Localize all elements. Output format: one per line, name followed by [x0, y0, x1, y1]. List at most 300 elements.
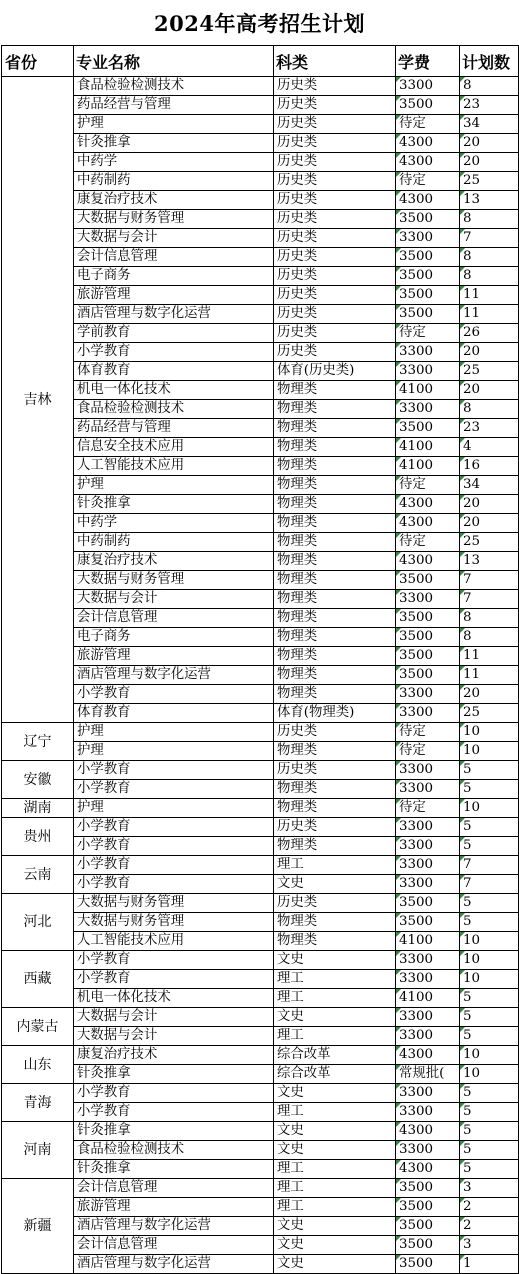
category-cell: 物理类 — [274, 837, 396, 856]
table-row — [2, 343, 519, 362]
tuition-cell: 3500 — [396, 305, 460, 324]
major-cell: 针灸推拿 — [74, 1065, 274, 1084]
major-cell: 大数据与会计 — [74, 229, 274, 248]
category-cell: 历史类 — [274, 761, 396, 780]
quota-cell: 20 — [460, 153, 519, 172]
quota-cell: 10 — [460, 932, 519, 951]
table-row — [2, 1236, 519, 1255]
table-row — [2, 153, 519, 172]
province-cell: 贵州 — [2, 818, 74, 856]
table-row — [2, 970, 519, 989]
quota-cell: 7 — [460, 856, 519, 875]
table-row — [2, 951, 519, 970]
category-cell: 物理类 — [274, 628, 396, 647]
tuition-cell: 3300 — [396, 1008, 460, 1027]
tuition-cell: 4100 — [396, 438, 460, 457]
table-row — [2, 1122, 519, 1141]
table-row — [2, 1160, 519, 1179]
quota-cell: 8 — [460, 248, 519, 267]
category-cell: 物理类 — [274, 609, 396, 628]
table-row — [2, 286, 519, 305]
quota-cell: 8 — [460, 628, 519, 647]
quota-cell: 5 — [460, 1103, 519, 1122]
tuition-cell: 3500 — [396, 1255, 460, 1274]
enrollment-plan-table — [1, 45, 519, 1274]
major-cell: 信息安全技术应用 — [74, 438, 274, 457]
tuition-cell: 4300 — [396, 153, 460, 172]
tuition-cell: 3500 — [396, 666, 460, 685]
quota-cell: 10 — [460, 799, 519, 818]
category-cell: 历史类 — [274, 723, 396, 742]
tuition-cell: 3300 — [396, 1103, 460, 1122]
quota-cell: 7 — [460, 571, 519, 590]
category-cell: 文史 — [274, 1008, 396, 1027]
province-cell: 西藏 — [2, 951, 74, 1008]
table-row — [2, 172, 519, 191]
major-cell: 中药学 — [74, 153, 274, 172]
table-row — [2, 324, 519, 343]
quota-cell: 11 — [460, 305, 519, 324]
major-cell: 大数据与财务管理 — [74, 210, 274, 229]
category-cell: 历史类 — [274, 818, 396, 837]
table-row — [2, 685, 519, 704]
category-cell: 历史类 — [274, 324, 396, 343]
major-cell: 小学教育 — [74, 1103, 274, 1122]
province-cell: 安徽 — [2, 761, 74, 799]
category-cell: 物理类 — [274, 666, 396, 685]
tuition-cell: 3300 — [396, 951, 460, 970]
table-row — [2, 875, 519, 894]
category-cell: 文史 — [274, 1217, 396, 1236]
tuition-cell: 4300 — [396, 552, 460, 571]
category-cell: 文史 — [274, 1255, 396, 1274]
major-cell: 中药制药 — [74, 533, 274, 552]
tuition-cell: 3300 — [396, 818, 460, 837]
major-cell: 大数据与财务管理 — [74, 913, 274, 932]
tuition-cell: 3300 — [396, 362, 460, 381]
quota-cell: 5 — [460, 913, 519, 932]
tuition-cell: 3300 — [396, 761, 460, 780]
tuition-cell: 3300 — [396, 856, 460, 875]
category-cell: 历史类 — [274, 172, 396, 191]
tuition-cell: 3300 — [396, 704, 460, 723]
table-row — [2, 1027, 519, 1046]
quota-cell: 3 — [460, 1179, 519, 1198]
category-cell: 物理类 — [274, 571, 396, 590]
table-row — [2, 609, 519, 628]
province-cell: 河北 — [2, 894, 74, 951]
quota-cell: 23 — [460, 96, 519, 115]
quota-cell: 25 — [460, 704, 519, 723]
column-header-tuition: 学费 — [396, 46, 460, 77]
quota-cell: 1 — [460, 1255, 519, 1274]
category-cell: 文史 — [274, 1236, 396, 1255]
table-row — [2, 381, 519, 400]
category-cell: 体育(物理类) — [274, 704, 396, 723]
category-cell: 历史类 — [274, 248, 396, 267]
category-cell: 理工 — [274, 1027, 396, 1046]
province-cell: 云南 — [2, 856, 74, 894]
tuition-cell: 4100 — [396, 989, 460, 1008]
table-row — [2, 495, 519, 514]
table-row — [2, 590, 519, 609]
major-cell: 体育教育 — [74, 704, 274, 723]
major-cell: 食品检验检测技术 — [74, 77, 274, 96]
category-cell: 历史类 — [274, 210, 396, 229]
table-row — [2, 1141, 519, 1160]
quota-cell: 16 — [460, 457, 519, 476]
quota-cell: 5 — [460, 1027, 519, 1046]
category-cell: 物理类 — [274, 742, 396, 761]
major-cell: 小学教育 — [74, 856, 274, 875]
tuition-cell: 3300 — [396, 400, 460, 419]
tuition-cell: 3300 — [396, 343, 460, 362]
tuition-cell: 待定 — [396, 742, 460, 761]
tuition-cell: 3300 — [396, 685, 460, 704]
category-cell: 体育(历史类) — [274, 362, 396, 381]
column-header-province: 省份 — [2, 46, 74, 77]
major-cell: 中药制药 — [74, 172, 274, 191]
table-row — [2, 1065, 519, 1084]
tuition-cell: 3300 — [396, 875, 460, 894]
tuition-cell: 3500 — [396, 1179, 460, 1198]
major-cell: 药品经营与管理 — [74, 419, 274, 438]
table-row — [2, 96, 519, 115]
tuition-cell: 常规批( — [396, 1065, 460, 1084]
category-cell: 理工 — [274, 1103, 396, 1122]
major-cell: 会计信息管理 — [74, 1236, 274, 1255]
table-row — [2, 856, 519, 875]
major-cell: 护理 — [74, 799, 274, 818]
category-cell: 物理类 — [274, 647, 396, 666]
table-row — [2, 305, 519, 324]
table-row — [2, 571, 519, 590]
major-cell: 康复治疗技术 — [74, 191, 274, 210]
major-cell: 小学教育 — [74, 685, 274, 704]
major-cell: 康复治疗技术 — [74, 552, 274, 571]
tuition-cell: 3500 — [396, 1236, 460, 1255]
quota-cell: 5 — [460, 837, 519, 856]
quota-cell: 5 — [460, 761, 519, 780]
quota-cell: 11 — [460, 666, 519, 685]
table-row — [2, 704, 519, 723]
tuition-cell: 3300 — [396, 837, 460, 856]
tuition-cell: 3500 — [396, 419, 460, 438]
category-cell: 文史 — [274, 1122, 396, 1141]
major-cell: 酒店管理与数字化运营 — [74, 666, 274, 685]
category-cell: 物理类 — [274, 913, 396, 932]
tuition-cell: 4100 — [396, 381, 460, 400]
tuition-cell: 3500 — [396, 571, 460, 590]
tuition-cell: 待定 — [396, 324, 460, 343]
major-cell: 小学教育 — [74, 951, 274, 970]
major-cell: 大数据与财务管理 — [74, 894, 274, 913]
major-cell: 针灸推拿 — [74, 495, 274, 514]
major-cell: 机电一体化技术 — [74, 381, 274, 400]
major-cell: 大数据与会计 — [74, 1027, 274, 1046]
major-cell: 针灸推拿 — [74, 134, 274, 153]
major-cell: 食品检验检测技术 — [74, 1141, 274, 1160]
quota-cell: 13 — [460, 552, 519, 571]
table-row — [2, 77, 519, 96]
major-cell: 针灸推拿 — [74, 1122, 274, 1141]
table-row — [2, 362, 519, 381]
table-row — [2, 1179, 519, 1198]
major-cell: 学前教育 — [74, 324, 274, 343]
category-cell: 历史类 — [274, 96, 396, 115]
tuition-cell: 3500 — [396, 894, 460, 913]
province-cell: 青海 — [2, 1084, 74, 1122]
table-row — [2, 723, 519, 742]
major-cell: 小学教育 — [74, 1084, 274, 1103]
major-cell: 小学教育 — [74, 343, 274, 362]
major-cell: 护理 — [74, 742, 274, 761]
province-cell: 吉林 — [2, 77, 74, 723]
quota-cell: 7 — [460, 590, 519, 609]
table-row — [2, 780, 519, 799]
category-cell: 历史类 — [274, 894, 396, 913]
quota-cell: 5 — [460, 989, 519, 1008]
tuition-cell: 待定 — [396, 115, 460, 134]
category-cell: 物理类 — [274, 799, 396, 818]
province-cell: 内蒙古 — [2, 1008, 74, 1046]
quota-cell: 4 — [460, 438, 519, 457]
table-row — [2, 1008, 519, 1027]
table-row — [2, 742, 519, 761]
quota-cell: 25 — [460, 533, 519, 552]
major-cell: 小学教育 — [74, 875, 274, 894]
table-row — [2, 647, 519, 666]
major-cell: 会计信息管理 — [74, 248, 274, 267]
category-cell: 历史类 — [274, 343, 396, 362]
quota-cell: 5 — [460, 1122, 519, 1141]
major-cell: 护理 — [74, 723, 274, 742]
category-cell: 历史类 — [274, 286, 396, 305]
category-cell: 物理类 — [274, 780, 396, 799]
quota-cell: 5 — [460, 1084, 519, 1103]
quota-cell: 5 — [460, 1160, 519, 1179]
page-title: 2024年高考招生计划 — [154, 10, 365, 36]
tuition-cell: 3500 — [396, 267, 460, 286]
column-header-major: 专业名称 — [74, 46, 274, 77]
table-row — [2, 1084, 519, 1103]
quota-cell: 26 — [460, 324, 519, 343]
tuition-cell: 3300 — [396, 780, 460, 799]
tuition-cell: 3500 — [396, 647, 460, 666]
quota-cell: 10 — [460, 1065, 519, 1084]
category-cell: 历史类 — [274, 191, 396, 210]
tuition-cell: 4300 — [396, 495, 460, 514]
table-row — [2, 799, 519, 818]
quota-cell: 2 — [460, 1198, 519, 1217]
column-header-quota: 计划数 — [460, 46, 519, 77]
tuition-cell: 待定 — [396, 533, 460, 552]
tuition-cell: 3300 — [396, 77, 460, 96]
quota-cell: 10 — [460, 723, 519, 742]
major-cell: 药品经营与管理 — [74, 96, 274, 115]
table-row — [2, 666, 519, 685]
tuition-cell: 待定 — [396, 723, 460, 742]
major-cell: 体育教育 — [74, 362, 274, 381]
quota-cell: 5 — [460, 1141, 519, 1160]
table-row — [2, 913, 519, 932]
table-row — [2, 837, 519, 856]
table-header-row — [2, 46, 519, 77]
tuition-cell: 4300 — [396, 1046, 460, 1065]
table-row — [2, 115, 519, 134]
table-row — [2, 1103, 519, 1122]
quota-cell: 5 — [460, 818, 519, 837]
category-cell: 物理类 — [274, 590, 396, 609]
quota-cell: 34 — [460, 476, 519, 495]
province-cell: 新疆 — [2, 1179, 74, 1274]
category-cell: 理工 — [274, 856, 396, 875]
category-cell: 物理类 — [274, 476, 396, 495]
major-cell: 食品检验检测技术 — [74, 400, 274, 419]
quota-cell: 8 — [460, 267, 519, 286]
category-cell: 理工 — [274, 989, 396, 1008]
tuition-cell: 3300 — [396, 970, 460, 989]
province-cell: 山东 — [2, 1046, 74, 1084]
tuition-cell: 3500 — [396, 96, 460, 115]
major-cell: 会计信息管理 — [74, 1179, 274, 1198]
quota-cell: 11 — [460, 647, 519, 666]
tuition-cell: 3500 — [396, 1217, 460, 1236]
quota-cell: 8 — [460, 609, 519, 628]
category-cell: 综合改革 — [274, 1046, 396, 1065]
category-cell: 历史类 — [274, 115, 396, 134]
table-row — [2, 1255, 519, 1274]
table-row — [2, 267, 519, 286]
quota-cell: 34 — [460, 115, 519, 134]
tuition-cell: 3300 — [396, 1141, 460, 1160]
tuition-cell: 3500 — [396, 628, 460, 647]
quota-cell: 11 — [460, 286, 519, 305]
table-row — [2, 476, 519, 495]
category-cell: 物理类 — [274, 381, 396, 400]
quota-cell: 5 — [460, 894, 519, 913]
category-cell: 历史类 — [274, 134, 396, 153]
major-cell: 酒店管理与数字化运营 — [74, 1217, 274, 1236]
quota-cell: 20 — [460, 495, 519, 514]
category-cell: 理工 — [274, 1160, 396, 1179]
tuition-cell: 3300 — [396, 229, 460, 248]
major-cell: 旅游管理 — [74, 1198, 274, 1217]
category-cell: 物理类 — [274, 552, 396, 571]
category-cell: 物理类 — [274, 400, 396, 419]
quota-cell: 25 — [460, 362, 519, 381]
quota-cell: 10 — [460, 742, 519, 761]
quota-cell: 3 — [460, 1236, 519, 1255]
tuition-cell: 3500 — [396, 913, 460, 932]
quota-cell: 7 — [460, 875, 519, 894]
table-row — [2, 419, 519, 438]
quota-cell: 10 — [460, 951, 519, 970]
quota-cell: 10 — [460, 1046, 519, 1065]
major-cell: 小学教育 — [74, 818, 274, 837]
quota-cell: 5 — [460, 780, 519, 799]
major-cell: 人工智能技术应用 — [74, 457, 274, 476]
quota-cell: 20 — [460, 134, 519, 153]
category-cell: 理工 — [274, 1179, 396, 1198]
table-row — [2, 1217, 519, 1236]
quota-cell: 13 — [460, 191, 519, 210]
table-row — [2, 1198, 519, 1217]
table-row — [2, 628, 519, 647]
province-cell: 辽宁 — [2, 723, 74, 761]
table-row — [2, 210, 519, 229]
tuition-cell: 3300 — [396, 1027, 460, 1046]
table-body — [2, 77, 519, 1274]
category-cell: 物理类 — [274, 932, 396, 951]
quota-cell: 8 — [460, 77, 519, 96]
tuition-cell: 3300 — [396, 590, 460, 609]
quota-cell: 8 — [460, 400, 519, 419]
major-cell: 人工智能技术应用 — [74, 932, 274, 951]
tuition-cell: 3500 — [396, 248, 460, 267]
table-row — [2, 134, 519, 153]
category-cell: 文史 — [274, 951, 396, 970]
major-cell: 护理 — [74, 476, 274, 495]
table-row — [2, 894, 519, 913]
table-row — [2, 552, 519, 571]
tuition-cell: 4300 — [396, 1122, 460, 1141]
quota-cell: 7 — [460, 229, 519, 248]
quota-cell: 20 — [460, 685, 519, 704]
table-row — [2, 818, 519, 837]
tuition-cell: 3500 — [396, 286, 460, 305]
table-row — [2, 229, 519, 248]
major-cell: 小学教育 — [74, 837, 274, 856]
major-cell: 小学教育 — [74, 761, 274, 780]
tuition-cell: 4300 — [396, 191, 460, 210]
major-cell: 小学教育 — [74, 970, 274, 989]
category-cell: 理工 — [274, 970, 396, 989]
major-cell: 旅游管理 — [74, 286, 274, 305]
tuition-cell: 待定 — [396, 172, 460, 191]
tuition-cell: 待定 — [396, 799, 460, 818]
major-cell: 旅游管理 — [74, 647, 274, 666]
table-row — [2, 248, 519, 267]
quota-cell: 2 — [460, 1217, 519, 1236]
quota-cell: 20 — [460, 343, 519, 362]
category-cell: 历史类 — [274, 267, 396, 286]
category-cell: 物理类 — [274, 457, 396, 476]
tuition-cell: 待定 — [396, 476, 460, 495]
table-row — [2, 438, 519, 457]
category-cell: 物理类 — [274, 419, 396, 438]
quota-cell: 10 — [460, 970, 519, 989]
tuition-cell: 3500 — [396, 210, 460, 229]
category-cell: 历史类 — [274, 153, 396, 172]
quota-cell: 23 — [460, 419, 519, 438]
category-cell: 历史类 — [274, 305, 396, 324]
category-cell: 历史类 — [274, 77, 396, 96]
category-cell: 物理类 — [274, 533, 396, 552]
major-cell: 大数据与会计 — [74, 590, 274, 609]
province-cell: 河南 — [2, 1122, 74, 1179]
tuition-cell: 4100 — [396, 932, 460, 951]
major-cell: 康复治疗技术 — [74, 1046, 274, 1065]
major-cell: 会计信息管理 — [74, 609, 274, 628]
major-cell: 针灸推拿 — [74, 1160, 274, 1179]
major-cell: 电子商务 — [74, 267, 274, 286]
tuition-cell: 3500 — [396, 609, 460, 628]
major-cell: 大数据与会计 — [74, 1008, 274, 1027]
category-cell: 理工 — [274, 1198, 396, 1217]
tuition-cell: 3300 — [396, 1084, 460, 1103]
tuition-cell: 4300 — [396, 1160, 460, 1179]
